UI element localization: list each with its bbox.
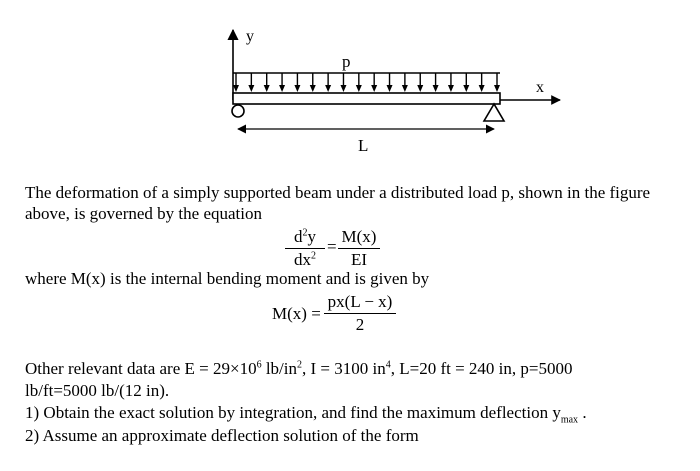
data-line-2: lb/ft=5000 lb/(12 in). [25,381,170,400]
where-line: where M(x) is the internal bending moment and is given by [25,269,430,288]
load-arrow-head [371,85,377,92]
load-arrow-head [264,85,270,92]
load-arrow-head [325,85,331,92]
question-1: 1) Obtain the exact solution by integration, and find the maximum deflection $y_{max}$ . [25,403,587,426]
load-arrow-head [310,85,316,92]
load-arrow-head [248,85,254,92]
eq2-lhs: M(x) = [272,304,321,323]
roller-support [484,104,504,121]
load-arrow-head [448,85,454,92]
eq1-rhs-denominator: EI [350,250,368,269]
load-arrow-head [387,85,393,92]
intro-line-1: The deformation of a simply supported beam under a distributed load p, shown in the figure [25,183,651,202]
load-arrow-head [417,85,423,92]
load-arrow-head [279,85,285,92]
pin-support [232,105,244,117]
eq2-rhs-numerator: px(L − x) [327,292,393,311]
load-arrow-head [233,85,239,92]
beam [233,93,500,104]
eq2-rhs-denominator: 2 [355,315,365,334]
load-arrow-head [294,85,300,92]
load-arrow-head [402,85,408,92]
distributed-load-arrows [233,73,500,92]
question-2: 2) Assume an approximate deflection solution of the form [25,426,419,445]
load-arrow-head [433,85,439,92]
load-arrow-head [479,85,485,92]
length-label: L [358,136,369,155]
load-arrow-head [340,85,346,92]
eq1-rhs-numerator: M(x) [341,227,377,246]
eq1-equals: = [327,237,337,256]
eq1-rhs-fraction [338,227,380,270]
intro-line-2: above, is governed by the equation [25,204,262,223]
data-line-1: Other relevant data are $E = 29\times 10^6$ $lb/in^2$, I = 3100 $in^4$, L=20 ft = 240 in, p=5000 [25,359,573,378]
beam-figure [0,0,700,160]
eq1-lhs-numerator: $d^2y$ [294,227,316,246]
y-axis-label: y [246,28,254,45]
load-label: p [342,52,351,71]
load-arrow-head [494,85,500,92]
load-arrow-head [356,85,362,92]
eq1-lhs-denominator: $dx^2$ [294,250,316,269]
eq1-lhs-fraction [285,227,325,270]
eq2-rhs-fraction [324,292,396,335]
x-axis-label: x [536,79,544,96]
load-arrow-head [463,85,469,92]
